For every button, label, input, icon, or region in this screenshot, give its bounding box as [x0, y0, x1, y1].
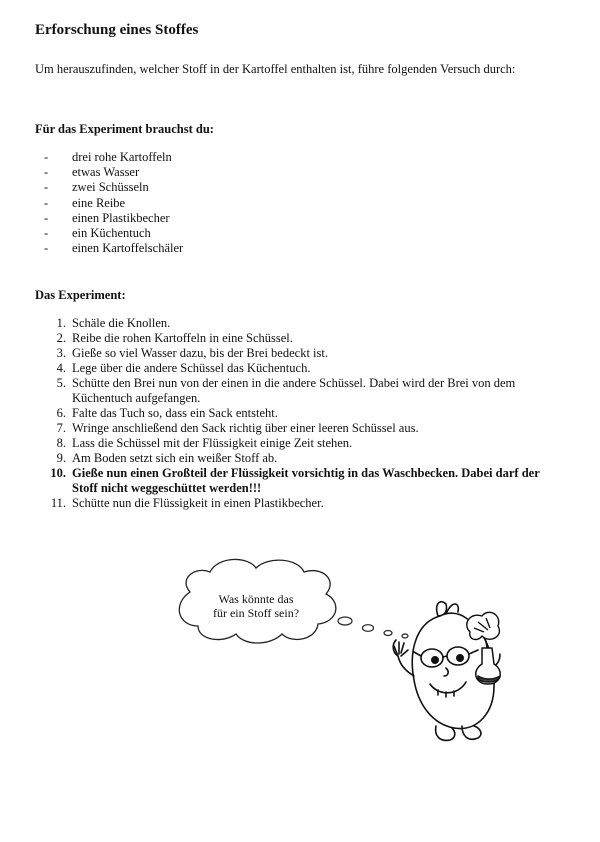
thought-dot-icon: [384, 631, 392, 636]
step-number: 9.: [56, 451, 66, 465]
step-number: 5.: [56, 376, 66, 390]
step-text: Reibe die rohen Kartoffeln in eine Schüssel.: [72, 331, 293, 345]
list-item: - eine Reibe: [35, 196, 183, 211]
step-text: Wringe anschließend den Sack richtig über einer leeren Schüssel aus.: [72, 421, 419, 435]
step-text: Lass die Schüssel mit der Flüssigkeit einige Zeit stehen.: [72, 436, 353, 450]
list-item: - etwas Wasser: [35, 165, 183, 180]
step-number: 2.: [56, 331, 66, 345]
step-number: 7.: [56, 421, 66, 435]
step-text: Schütte den Brei nun von der einen in die andere Schüssel. Dabei wird der Brei von dem Küchentuch aufgefangen.: [72, 376, 516, 405]
step-text: Gieße so viel Wasser dazu, bis der Brei bedeckt ist.: [72, 346, 328, 360]
step-text: Gieße nun einen Großteil der Flüssigkeit vorsichtig in das Waschbecken. Dabei darf der Stoff nicht weggeschüttet werden!!!: [72, 466, 540, 495]
speech-bubble-text: [196, 592, 316, 620]
step-number: 4.: [56, 361, 66, 375]
speech-bubble-line: für ein Stoff sein?: [212, 606, 300, 620]
step-number: 6.: [56, 406, 66, 420]
step-number: 1.: [56, 316, 66, 330]
step-number: 8.: [56, 436, 66, 450]
leaf-icon: [467, 612, 500, 639]
list-item: - einen Kartoffelschäler: [35, 241, 183, 256]
step-number: 3.: [56, 346, 66, 360]
list-item: - zwei Schüsseln: [35, 180, 183, 195]
list-item: - ein Küchentuch: [35, 226, 183, 241]
step-number: 11.: [50, 496, 66, 510]
step-number: 10.: [50, 466, 66, 480]
step-text: Schäle die Knollen.: [72, 316, 171, 330]
experiment-heading: Das Experiment:: [35, 288, 126, 302]
thought-dot-icon: [338, 617, 352, 625]
list-item: - drei rohe Kartoffeln: [35, 150, 183, 165]
materials-heading: Für das Experiment brauchst du:: [35, 122, 214, 136]
step-text: Am Boden setzt sich ein weißer Stoff ab.: [72, 451, 278, 465]
list-item: - einen Plastikbecher: [35, 211, 183, 226]
speech-bubble-line: Was könnte das: [218, 592, 294, 606]
thought-dot-icon: [402, 634, 408, 638]
thought-dot-icon: [363, 625, 374, 632]
step-text: Schütte nun die Flüssigkeit in einen Plastikbecher.: [72, 496, 324, 510]
step-text: Falte das Tuch so, dass ein Sack entsteht.: [72, 406, 278, 420]
page-title: Erforschung eines Stoffes: [35, 22, 199, 38]
intro-paragraph: Um herauszufinden, welcher Stoff in der Kartoffel enthalten ist, führe folgenden Versuch durch:: [35, 62, 516, 76]
step-text: Lege über die andere Schüssel das Küchentuch.: [72, 361, 311, 375]
